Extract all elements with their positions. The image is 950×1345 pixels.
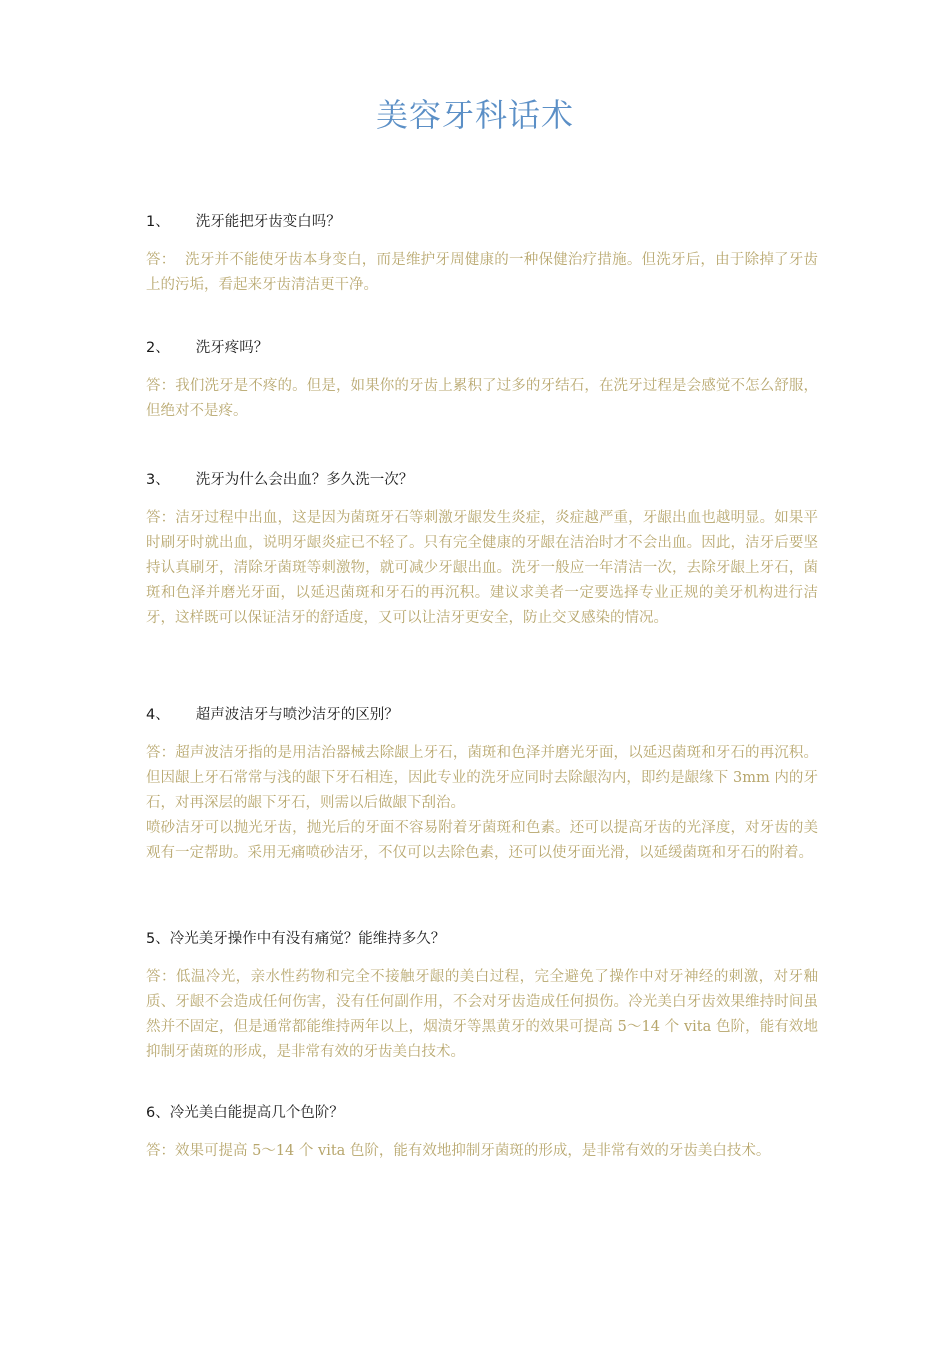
qa-item-1 (146, 212, 818, 298)
question-6 (146, 1103, 818, 1123)
answer-6: 答：效果可提高 5～14 个 vita 色阶，能有效地抑制牙菌斑的形成，是非常有效的牙齿美白技术。 (146, 1143, 771, 1159)
question-text: 洗牙疼吗？ (195, 340, 269, 356)
qa-item-2 (146, 338, 818, 424)
question-text: 超声波洁牙与喷沙洁牙的区别？ (195, 707, 399, 723)
qa-item-3 (146, 470, 818, 631)
question-number: 4、 (146, 707, 170, 723)
question-number: 1、 (146, 214, 170, 230)
question-4 (146, 705, 818, 725)
question-number: 6、 (146, 1105, 170, 1121)
answer-5: 答：低温冷光，亲水性药物和完全不接触牙龈的美白过程，完全避免了操作中对牙神经的刺激，对牙釉质、牙龈不会造成任何伤害，没有任何副作用，不会对牙齿造成任何损伤。冷光美白牙齿效果维持时间虽然并不固定，但是通常都能维持两年以上，烟渍牙等黑黄牙的效果可提高 5～14 个 vita 色阶，能有效地抑制牙菌斑的形成，是非常有效的牙齿美白技术。 (146, 969, 818, 1060)
qa-item-6 (146, 1103, 818, 1164)
question-number: 2、 (146, 340, 170, 356)
question-5 (146, 929, 818, 949)
qa-item-4 (146, 705, 818, 866)
answer-2: 答：我们洗牙是不疼的。但是，如果你的牙齿上累积了过多的牙结石，在洗牙过程是会感觉不怎么舒服，但绝对不是疼。 (146, 378, 818, 419)
question-2 (146, 338, 818, 358)
question-1 (146, 212, 818, 232)
answer-4-part-1: 答：超声波洁牙指的是用洁治器械去除龈上牙石，菌斑和色泽并磨光牙面，以延迟菌斑和牙石的再沉积。但因龈上牙石常常与浅的龈下牙石相连，因此专业的洗牙应同时去除龈沟内，即约是龈缘下 3mm 内的牙石，对再深层的龈下牙石，则需以后做龈下刮治。 (146, 745, 818, 811)
question-3 (146, 470, 818, 490)
question-text: 洗牙能把牙齿变白吗？ (195, 214, 341, 230)
question-text: 冷光美白能提高几个色阶？ (169, 1105, 344, 1121)
answer-3: 答：洁牙过程中出血，这是因为菌斑牙石等刺激牙龈发生炎症，炎症越严重，牙龈出血也越明显。如果平时刷牙时就出血，说明牙龈炎症已不轻了。只有完全健康的牙龈在洁治时才不会出血。因此，洁牙后要坚持认真刷牙，清除牙菌斑等刺激物，就可减少牙龈出血。洗牙一般应一年清洁一次，去除牙龈上牙石，菌斑和色泽并磨光牙面，以延迟菌斑和牙石的再沉积。建议求美者一定要选择专业正规的美牙机构进行洁牙，这样既可以保证洁牙的舒适度，又可以让洁牙更安全，防止交叉感染的情况。 (146, 510, 818, 626)
page-title: 美容牙科话术 (375, 96, 574, 134)
question-number: 3、 (146, 472, 170, 488)
question-number: 5、 (146, 931, 170, 947)
question-text: 冷光美牙操作中有没有痛觉？能维持多久？ (169, 931, 446, 947)
question-text: 洗牙为什么会出血？多久洗一次？ (195, 472, 414, 488)
answer-1: 答： 洗牙并不能使牙齿本身变白，而是维护牙周健康的一种保健治疗措施。但洗牙后，由于除掉了牙齿上的污垢，看起来牙齿清洁更干净。 (146, 252, 818, 293)
qa-item-5 (146, 929, 818, 1065)
answer-4-part-2: 喷砂洁牙可以抛光牙齿，抛光后的牙面不容易附着牙菌斑和色素。还可以提高牙齿的光泽度，对牙齿的美观有一定帮助。采用无痛喷砂洁牙，不仅可以去除色素，还可以使牙面光滑，以延缓菌斑和牙石的附着。 (146, 820, 818, 861)
